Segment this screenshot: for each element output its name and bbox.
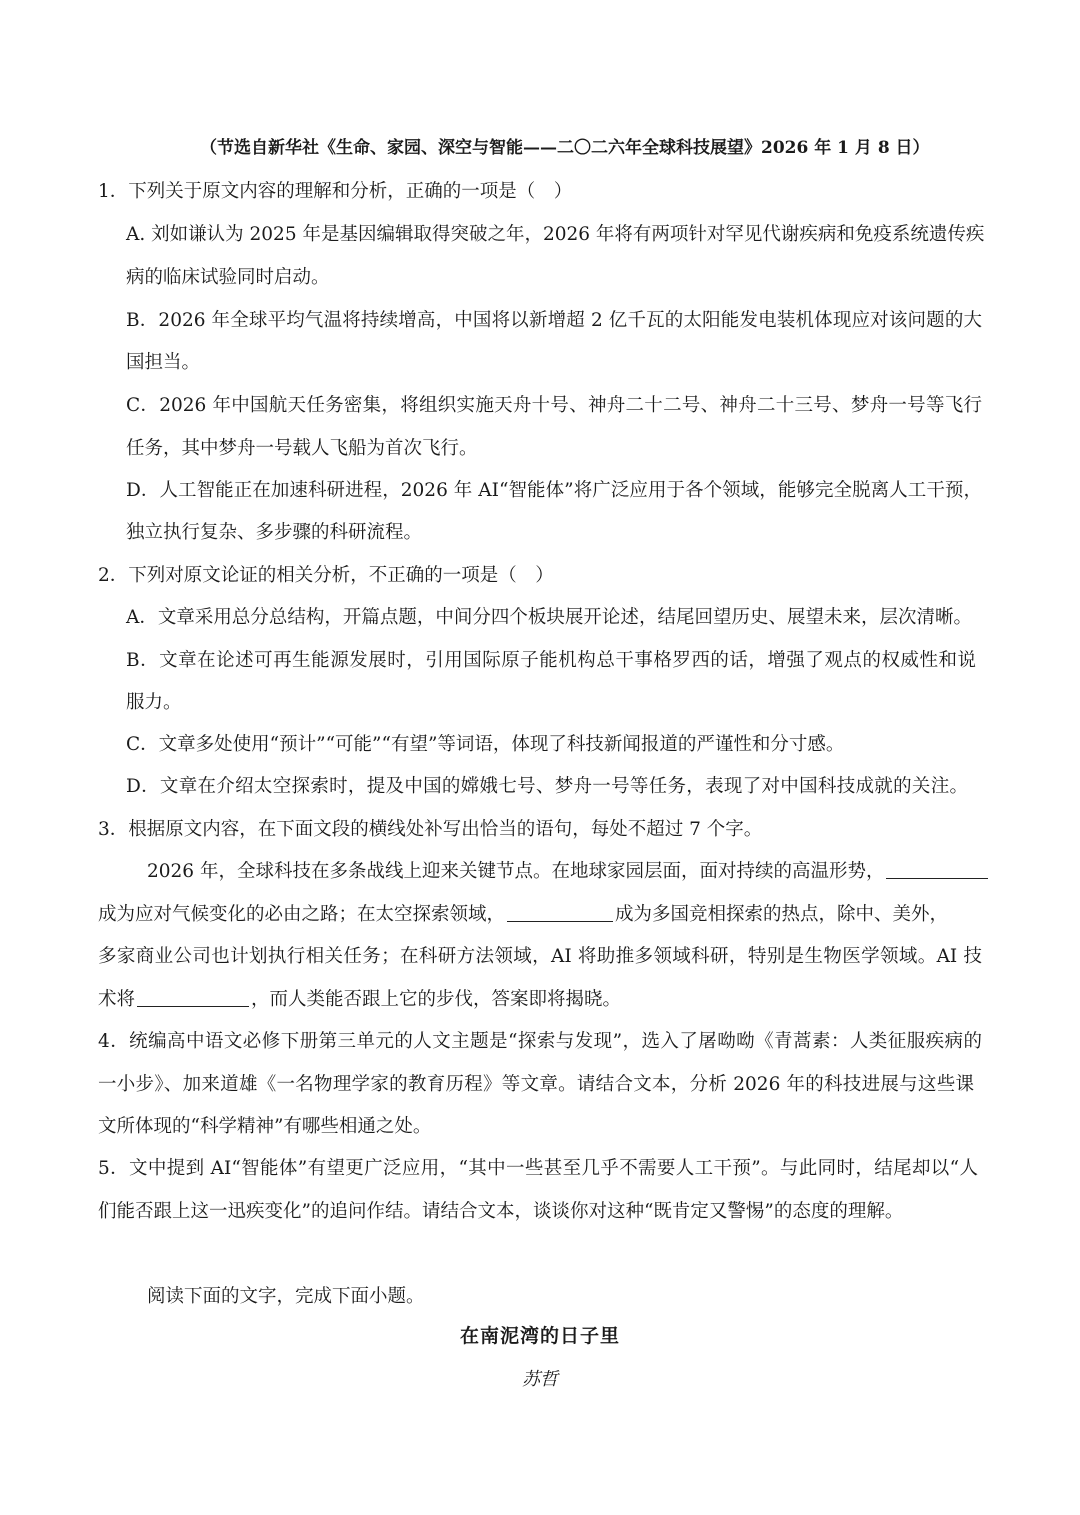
q3-paragraph-text4a: 术将 — [98, 989, 136, 1010]
q2-option-c: C．文章多处使用“预计”“可能”“有望”等词语，体现了科技新闻报道的严谨性和分寸感。 — [126, 734, 845, 755]
q3-paragraph-line4 — [98, 988, 621, 1012]
q3-blank-2[interactable] — [507, 903, 613, 922]
q1-option-c-line1: C．2026 年中国航天任务密集，将组织实施天舟十号、神舟二十二号、神舟二十三号、梦舟一号等飞行 — [126, 395, 982, 416]
q3-paragraph-line1 — [147, 860, 990, 884]
q2-option-b-line1: B．文章在论述可再生能源发展时，引用国际原子能机构总干事格罗西的话，增强了观点的权威性和说 — [126, 650, 976, 671]
q1-stem: 1．下列关于原文内容的理解和分析，正确的一项是（ ） — [98, 181, 573, 202]
q5-line1: 5．文中提到 AI“智能体”有望更广泛应用，“其中一些甚至几乎不需要人工干预”。与此同时，结尾却以“人 — [98, 1158, 978, 1179]
q3-blank-1[interactable] — [886, 860, 988, 879]
q3-paragraph-text1: 2026 年，全球科技在多条战线上迎来关键节点。在地球家园层面，面对持续的高温形势， — [147, 861, 885, 882]
q1-option-c-line2: 任务，其中梦舟一号载人飞船为首次飞行。 — [126, 438, 478, 459]
q3-paragraph-text2: 成为应对气候变化的必由之路；在太空探索领域， — [98, 904, 506, 925]
q3-paragraph-line3: 多家商业公司也计划执行相关任务；在科研方法领域，AI 将助推多领域科研，特别是生物医学领域。AI 技 — [98, 946, 982, 967]
q1-option-d-line1: D．人工智能正在加速科研进程，2026 年 AI“智能体”将广泛应用于各个领域，能够完全脱离人工干预， — [126, 480, 982, 501]
q2-option-d: D．文章在介绍太空探索时，提及中国的嫦娥七号、梦舟一号等任务，表现了对中国科技成就的关注。 — [126, 776, 968, 797]
q4-line2: 一小步》、加来道雄《一名物理学家的教育历程》等文章。请结合文本，分析 2026 年的科技进展与这些课 — [98, 1074, 974, 1095]
reading-instruction: 阅读下面的文字，完成下面小题。 — [147, 1286, 425, 1307]
q1-option-d-line2: 独立执行复杂、多步骤的科研流程。 — [126, 522, 423, 543]
reading-title: 在南泥湾的日子里 — [459, 1325, 620, 1347]
q3-paragraph-text4b: ，而人类能否跟上它的步伐，答案即将揭晓。 — [251, 989, 622, 1010]
q1-option-b-line1: B．2026 年全球平均气温将持续增高，中国将以新增超 2 亿千瓦的太阳能发电装机体现应对该问题的大 — [126, 310, 982, 331]
q5-line2: 们能否跟上这一迅疾变化”的追问作结。请结合文本，谈谈你对这种“既肯定又警惕”的态度的理解。 — [98, 1201, 904, 1222]
q3-paragraph-text2b: 成为多国竞相探索的热点，除中、美外， — [615, 904, 949, 925]
q1-option-a-line2: 病的临床试验同时启动。 — [126, 267, 330, 288]
q2-option-b-line2: 服力。 — [126, 692, 182, 713]
q4-line1: 4．统编高中语文必修下册第三单元的人文主题是“探索与发现”，选入了屠呦呦《青蒿素：人类征服疾病的 — [98, 1031, 982, 1052]
source-citation: （节选自新华社《生命、家园、深空与智能——二〇二六年全球科技展望》2026 年 1 月 8 日） — [200, 138, 930, 158]
q3-stem: 3．根据原文内容，在下面文段的横线处补写出恰当的语句，每处不超过 7 个字。 — [98, 819, 763, 840]
q3-blank-3[interactable] — [137, 988, 249, 1007]
q3-paragraph-line2 — [98, 903, 948, 927]
q2-stem: 2．下列对原文论证的相关分析，不正确的一项是（ ） — [98, 565, 554, 586]
q1-option-a-line1: A. 刘如谦认为 2025 年是基因编辑取得突破之年，2026 年将有两项针对罕见代谢疾病和免疫系统遗传疾 — [126, 224, 985, 245]
q2-option-a: A．文章采用总分总结构，开篇点题，中间分四个板块展开论述，结尾回望历史、展望未来，层次清晰。 — [126, 607, 972, 628]
reading-author: 苏哲 — [522, 1369, 558, 1390]
q4-line3: 文所体现的“科学精神”有哪些相通之处。 — [98, 1116, 432, 1137]
q1-option-b-line2: 国担当。 — [126, 352, 201, 373]
